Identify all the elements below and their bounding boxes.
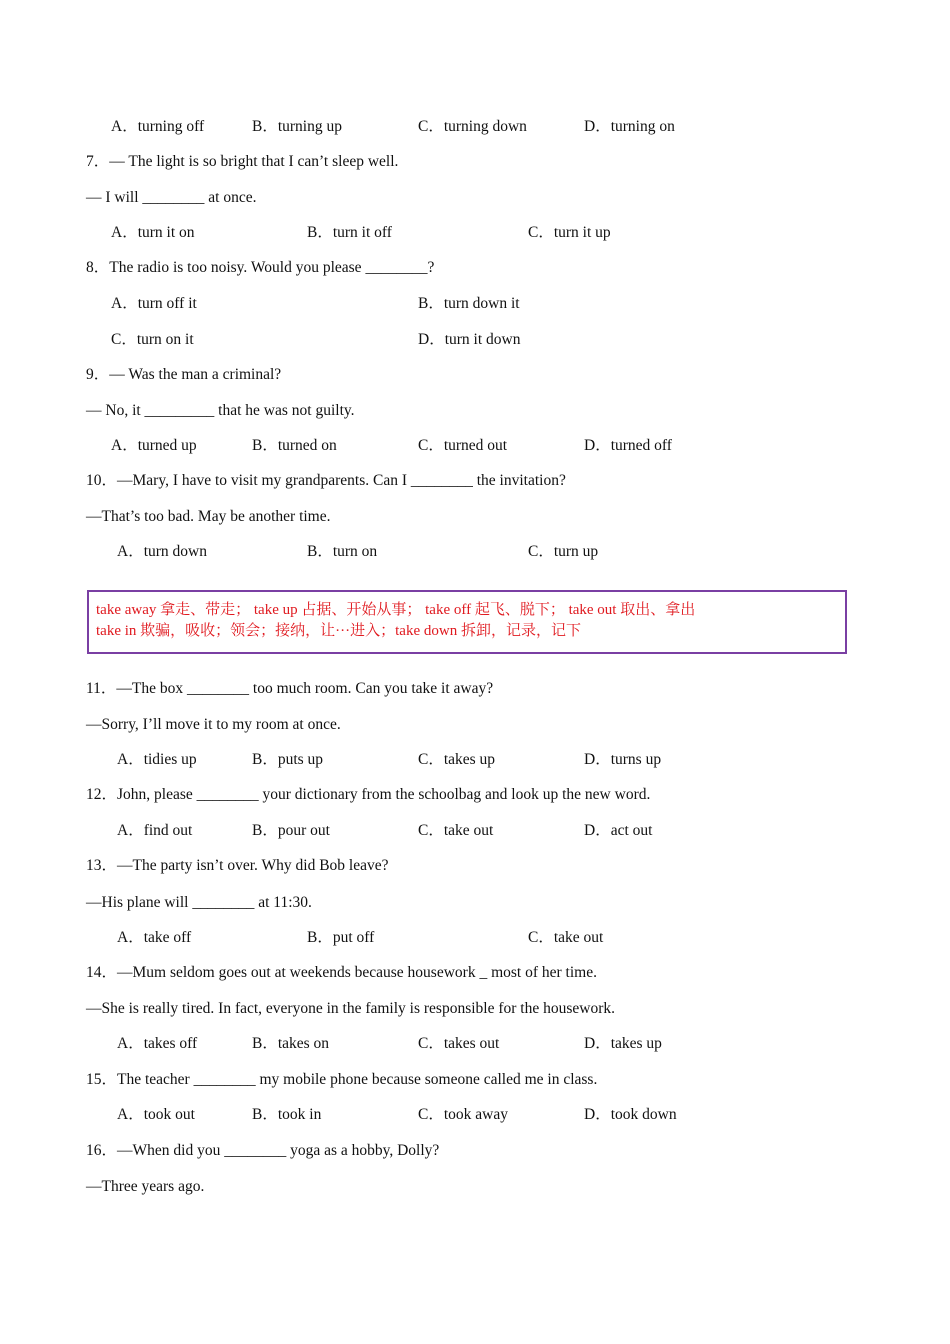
q10-option-b: B．turn on bbox=[307, 543, 378, 560]
q15-option-a: A．took out bbox=[117, 1106, 195, 1123]
q9-option-c: C．turned out bbox=[418, 437, 508, 454]
q12-question: 12．John, please ________ your dictionary from the schoolbag and look up the new word. bbox=[86, 786, 651, 803]
q14-option-d: D．takes up bbox=[584, 1035, 662, 1052]
q10-reply: —That’s too bad. May be another time. bbox=[86, 508, 331, 525]
q9-option-d: D．turned off bbox=[584, 437, 672, 454]
q14-option-b: B．takes on bbox=[252, 1035, 330, 1052]
q6-option-c: C．turning down bbox=[418, 118, 527, 135]
q9-reply: — No, it _________ that he was not guilty. bbox=[86, 402, 355, 419]
q8-question: 8．The radio is too noisy. Would you please ________? bbox=[86, 259, 435, 276]
q6-option-b: B．turning up bbox=[252, 118, 342, 135]
q6-option-d: D．turning on bbox=[584, 118, 675, 135]
q16-question: 16．—When did you ________ yoga as a hobby, Dolly? bbox=[86, 1142, 440, 1159]
q10-question: 10．—Mary, I have to visit my grandparents. Can I ________ the invitation? bbox=[86, 472, 566, 489]
q8-option-d: D．turn it down bbox=[418, 331, 521, 348]
q10-option-a: A．turn down bbox=[117, 543, 207, 560]
q8-option-c: C．turn on it bbox=[111, 331, 194, 348]
q12-option-c: C．take out bbox=[418, 822, 494, 839]
q8-option-a: A．turn off it bbox=[111, 295, 197, 312]
q7-option-b: B．turn it off bbox=[307, 224, 392, 241]
q11-option-b: B．puts up bbox=[252, 751, 324, 768]
q11-reply: —Sorry, I’ll move it to my room at once. bbox=[86, 716, 341, 733]
q8-option-b: B．turn down it bbox=[418, 295, 520, 312]
vocabulary-note-box bbox=[87, 590, 847, 654]
q14-option-a: A．takes off bbox=[117, 1035, 198, 1052]
q10-option-c: C．turn up bbox=[528, 543, 599, 560]
q7-question: 7．— The light is so bright that I can’t sleep well. bbox=[86, 153, 399, 170]
q7-option-c: C．turn it up bbox=[528, 224, 611, 241]
q12-option-d: D．act out bbox=[584, 822, 653, 839]
q11-option-c: C．takes up bbox=[418, 751, 496, 768]
q15-option-c: C．took away bbox=[418, 1106, 508, 1123]
q16-reply: —Three years ago. bbox=[86, 1178, 205, 1195]
q14-question: 14．—Mum seldom goes out at weekends because housework _ most of her time. bbox=[86, 964, 597, 981]
q12-option-a: A．find out bbox=[117, 822, 193, 839]
q15-option-b: B．took in bbox=[252, 1106, 322, 1123]
q13-reply: —His plane will ________ at 11:30. bbox=[86, 894, 312, 911]
q13-option-c: C．take out bbox=[528, 929, 604, 946]
q9-question: 9．— Was the man a criminal? bbox=[86, 366, 282, 383]
q9-option-b: B．turned on bbox=[252, 437, 337, 454]
q12-option-b: B．pour out bbox=[252, 822, 330, 839]
q15-option-d: D．took down bbox=[584, 1106, 677, 1123]
q13-option-a: A．take off bbox=[117, 929, 192, 946]
q7-option-a: A．turn it on bbox=[111, 224, 195, 241]
note-line-2: take in 欺骗，吸收；领会；接纳，让···进入；take down 拆卸，记录，记下 bbox=[96, 623, 581, 639]
q11-option-a: A．tidies up bbox=[117, 751, 197, 768]
q13-question: 13．—The party isn’t over. Why did Bob leave? bbox=[86, 857, 389, 874]
note-line-1: take away 拿走、带走； take up 占据、开始从事； take off 起飞、脱下； take out 取出、拿出 bbox=[96, 602, 696, 618]
q14-reply: —She is really tired. In fact, everyone in the family is responsible for the housework. bbox=[86, 1000, 616, 1017]
q9-option-a: A．turned up bbox=[111, 437, 197, 454]
q13-option-b: B．put off bbox=[307, 929, 375, 946]
q7-reply: — I will ________ at once. bbox=[86, 189, 257, 206]
q11-option-d: D．turns up bbox=[584, 751, 662, 768]
q11-question: 11．—The box ________ too much room. Can you take it away? bbox=[86, 680, 494, 697]
q14-option-c: C．takes out bbox=[418, 1035, 500, 1052]
q6-option-a: A．turning off bbox=[111, 118, 205, 135]
q15-question: 15．The teacher ________ my mobile phone because someone called me in class. bbox=[86, 1071, 598, 1088]
